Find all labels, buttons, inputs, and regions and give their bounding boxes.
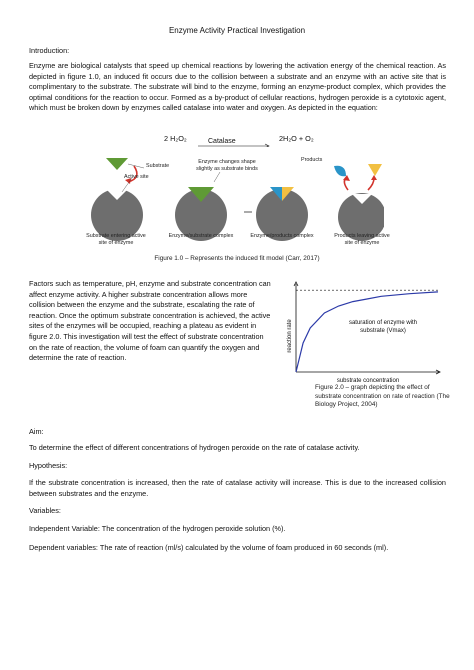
hypothesis-heading: Hypothesis:: [29, 461, 68, 470]
variables-heading: Variables:: [29, 506, 61, 515]
vmax-annotation: saturation of enzyme with substrate (Vmax): [348, 320, 418, 334]
equation-reactant: 2 H₂O₂: [164, 134, 187, 143]
y-axis-label: reaction rate: [287, 319, 293, 353]
label-substrate: Substrate: [146, 163, 170, 169]
aim-text: To determine the effect of different concentrations of hydrogen peroxide on the rate of catalase activity.: [29, 443, 360, 452]
dependent-variable: Dependent variables: The rate of reaction (ml/s) calculated by the volume of foam produced in 60 seconds (ml).: [29, 543, 389, 552]
independent-variable: Independent Variable: The concentration of the hydrogen peroxide solution (%).: [29, 524, 286, 533]
intro-heading: Introduction:: [29, 46, 70, 55]
stage-label-2: Enzyme/substrate complex: [168, 233, 234, 239]
document-title: Enzyme Activity Practical Investigation: [168, 26, 306, 35]
aim-heading: Aim:: [29, 427, 44, 436]
figure2-caption: Figure 2.0 – graph depicting the effect of substrate concentration on rate of reaction (The Biology Project, 2004): [315, 384, 450, 409]
x-axis-label: substrate concentration: [336, 378, 400, 384]
factors-paragraph: Factors such as temperature, pH, enzyme and substrate concentration can affect enzyme activity. A higher substrate concentration allows more collision between the enzyme and the substrate, escalating the rate of reaction. Once the optimum substrate concentration is achieved, the active sites of the enzymes will be occupied, reaching a plateau as evident in figure 2.0. This investigation will test the effect of substrate concentration on the rate of reaction, the volume of foam can quantify the oxygen and determine the rate of reaction.: [29, 279, 271, 363]
stage-label-4: Products leaving active site of enzyme: [334, 233, 390, 246]
equation-arrow: [196, 134, 276, 146]
label-shape-change: Enzyme changes shape slightly as substrate binds: [196, 159, 258, 172]
hypothesis-text: If the substrate concentration is increased, then the rate of catalase activity will increase. This is due to the increased collision between substrates and the enzyme.: [29, 478, 446, 498]
equation-products: 2H₂O + O₂: [279, 134, 314, 143]
intro-paragraph: Enzyme are biological catalysts that speed up chemical reactions by lowering the activation energy of the chemical reaction. As depicted in figure 1.0, an induced fit occurs due to the collision between a substrate and an enzyme with an active site that is complimentary to the substrate. The substrate will bind to the enzyme, forming an enzyme-product complex, which provides the optimal conditions for the reaction to occur. Formed as a by-product of cellular reactions, hydrogen peroxide is a cytotoxic agent, which must be broken down by enzymes called catalase into water and oxygen. As depicted in the equation:: [29, 61, 446, 113]
figure1-caption: Figure 1.0 – Represents the induced fit model (Carr, 2017): [154, 255, 320, 262]
stage-label-1: Substrate entering active site of enzyme: [86, 233, 146, 246]
label-products: Products: [301, 157, 323, 163]
stage-label-3: Enzyme/products complex: [250, 233, 314, 239]
label-active-site: Active site: [124, 174, 149, 180]
equation-enzyme: Catalase: [208, 138, 236, 145]
